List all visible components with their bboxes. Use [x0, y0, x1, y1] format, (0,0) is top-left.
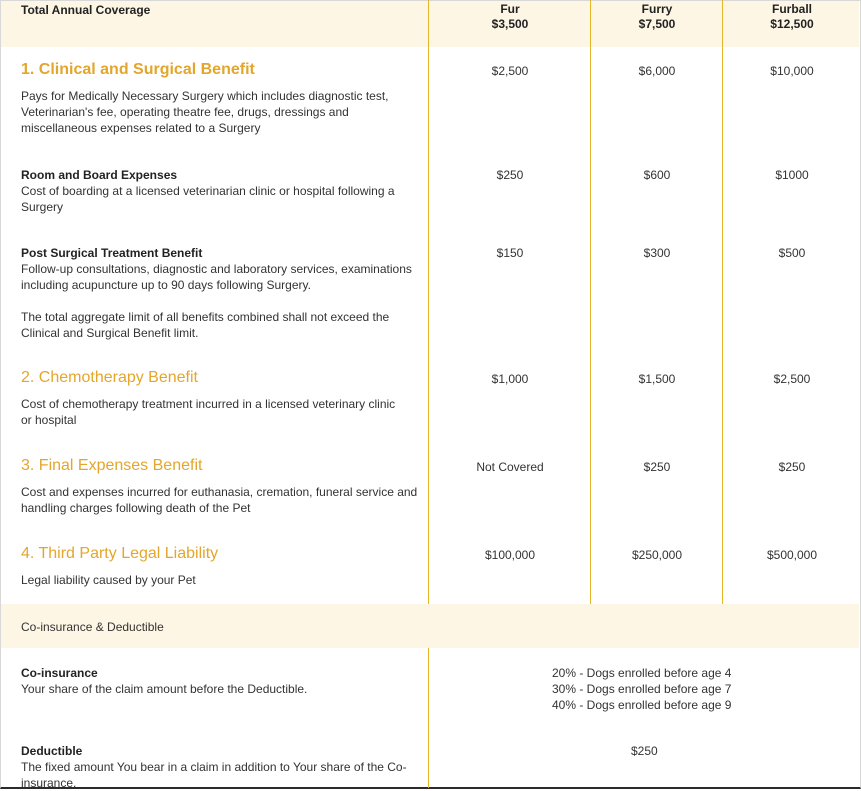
coinsurance-rates: [552, 665, 812, 713]
chemo-title: 2. Chemotherapy Benefit: [21, 369, 198, 386]
clinical-furball-value: $10,000: [770, 64, 814, 78]
deductible-desc: The fixed amount You bear in a claim in addition to Your share of the Co-insurance.: [21, 760, 407, 790]
legal-furry-value: $250,000: [631, 548, 683, 562]
room-desc: Cost of boarding at a licensed veterinarian clinic or hospital following a Surgery: [21, 184, 395, 214]
post-furball-value: $500: [778, 246, 806, 260]
post-note: The total aggregate limit of all benefits combined shall not exceed the Clinical and Surgical Benefit limit.: [21, 310, 390, 340]
final-furball-value: $250: [778, 460, 806, 474]
final-desc: Cost and expenses incurred for euthanasia, cremation, funeral service and handling charges following death of the Pet: [21, 485, 418, 515]
chemo-furry-value: $1,500: [638, 372, 676, 386]
room-furry-value: $600: [643, 168, 671, 182]
coinsurance-rate-age9: 40% - Dogs enrolled before age 9: [552, 698, 732, 712]
header-title: Total Annual Coverage: [21, 3, 151, 17]
column-divider: [428, 0, 429, 604]
legal-title: 4. Third Party Legal Liability: [21, 545, 219, 562]
column-divider: [428, 648, 429, 788]
column-divider: [722, 0, 723, 604]
deductible-value: $250: [631, 744, 658, 758]
legal-fur-value: $100,000: [484, 548, 536, 562]
post-fur-value: $150: [496, 246, 524, 260]
plan-furry-name: Furry: [641, 2, 673, 16]
post-desc: Follow-up consultations, diagnostic and laboratory services, examinations including acupuncture up to 90 days following Surgery.: [21, 262, 412, 292]
coinsurance-rate-age4: 20% - Dogs enrolled before age 4: [552, 666, 732, 680]
column-divider: [590, 0, 591, 604]
plan-furball-header: [724, 2, 860, 32]
deductible-title: Deductible: [21, 744, 83, 758]
plan-furball-limit: $12,500: [770, 17, 814, 31]
clinical-title: 1. Clinical and Surgical Benefit: [21, 61, 255, 78]
final-furry-value: $250: [643, 460, 671, 474]
plan-fur-limit: $3,500: [491, 17, 529, 31]
coinsurance-desc: Your share of the claim amount before the Deductible.: [21, 682, 308, 696]
room-furball-value: $1000: [775, 168, 809, 182]
plan-fur-header: [430, 2, 590, 32]
coinsurance-title: Co-insurance: [21, 666, 98, 680]
room-title: Room and Board Expenses: [21, 168, 178, 182]
clinical-fur-value: $2,500: [491, 64, 529, 78]
coinsurance-section-label: Co-insurance & Deductible: [21, 620, 164, 634]
legal-furball-value: $500,000: [766, 548, 818, 562]
clinical-furry-value: $6,000: [638, 64, 676, 78]
legal-desc: Legal liability caused by your Pet: [21, 573, 196, 587]
coinsurance-rate-age7: 30% - Dogs enrolled before age 7: [552, 682, 732, 696]
plan-furry-header: [592, 2, 722, 32]
plan-fur-name: Fur: [500, 2, 520, 16]
post-title: Post Surgical Treatment Benefit: [21, 246, 203, 260]
post-furry-value: $300: [643, 246, 671, 260]
plan-furball-name: Furball: [771, 2, 812, 16]
plan-furry-limit: $7,500: [638, 17, 676, 31]
final-title: 3. Final Expenses Benefit: [21, 457, 203, 474]
room-fur-value: $250: [496, 168, 524, 182]
final-fur-value: Not Covered: [476, 460, 544, 474]
chemo-fur-value: $1,000: [491, 372, 529, 386]
clinical-desc: Pays for Medically Necessary Surgery which includes diagnostic test, Veterinarian's fee, operating theatre fee, drugs, dressings and miscellaneous expenses related to a Surgery: [21, 89, 389, 135]
chemo-furball-value: $2,500: [773, 372, 811, 386]
chemo-desc: Cost of chemotherapy treatment incurred in a licensed veterinary clinic or hospital: [21, 397, 396, 427]
